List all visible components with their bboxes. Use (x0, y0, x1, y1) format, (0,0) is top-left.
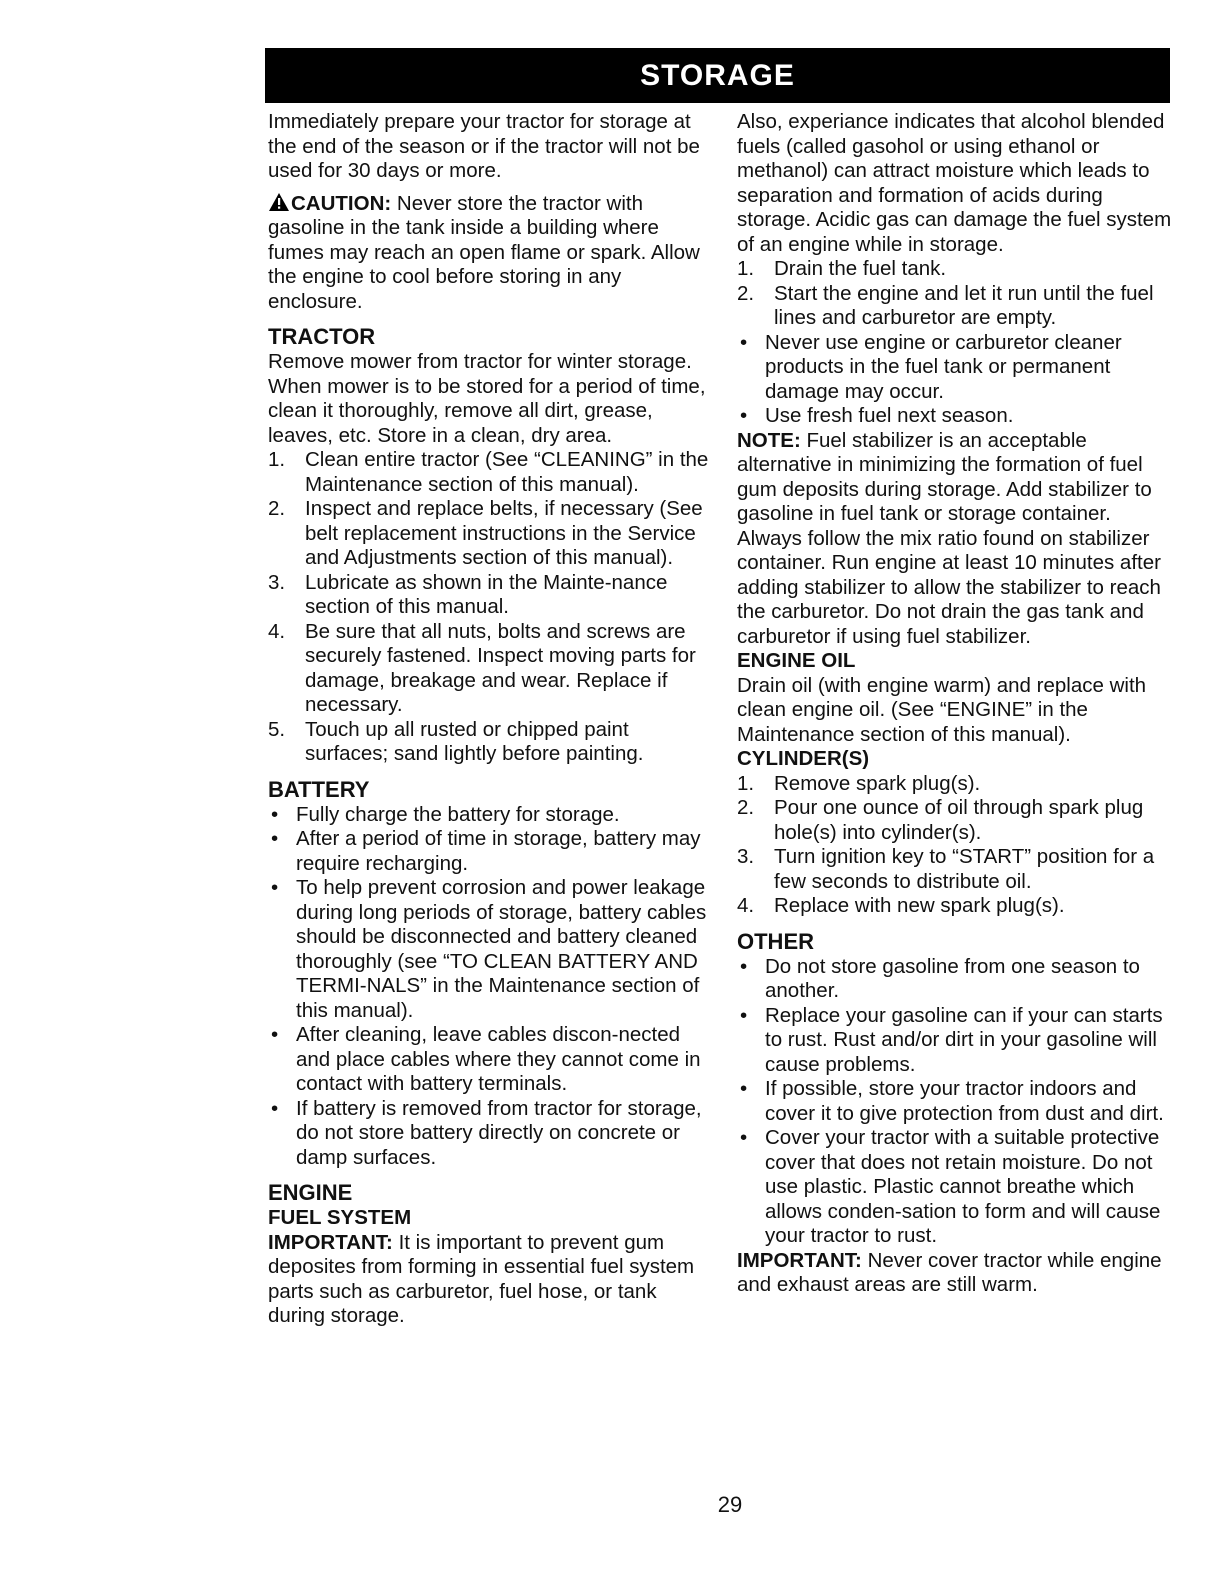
fuel-step-number: 1. (737, 257, 755, 280)
fuel-step (737, 257, 1177, 282)
bullet-icon: • (740, 954, 748, 978)
other-item (737, 1004, 1177, 1078)
other-item (737, 1126, 1177, 1249)
other-item-text: Cover your tractor with a suitable protective cover that does not retain moisture. Do not use plastic. Plastic cannot breathe which allows conden-sation to form and will cause your tractor to rust. (765, 1126, 1161, 1247)
cylinder-steps (737, 772, 1177, 919)
tractor-step-text: Inspect and replace belts, if necessary (See belt replacement instructions in the Service and Adjustments section of this manual). (305, 497, 703, 569)
battery-items (268, 803, 713, 1171)
fuel-bullet-text: Use fresh fuel next season. (765, 404, 1014, 427)
bullet-icon: • (740, 1077, 748, 1100)
cylinder-step-text: Turn ignition key to “START” position for a few seconds to distribute oil. (774, 845, 1155, 893)
bullet-icon: • (271, 802, 279, 826)
tractor-step-number: 4. (268, 619, 286, 643)
caution-text: Never store the tractor with gasoline in the tank inside a building where fumes may reach an open flame or spark. Allow the engine to cool before storing in any enclosure. (268, 191, 700, 313)
fuel-bullet (737, 331, 1177, 405)
bullet-icon: • (740, 330, 748, 354)
fuel-important-label: IMPORTANT: (268, 1230, 393, 1254)
cylinders-heading: CYLINDER(S) (737, 747, 870, 770)
alcohol-paragraph: Also, experiance indicates that alcohol blended fuels (called gasohol or using ethanol or methanol) can attract moisture which leads to separation and formation of acids during storage. Acidic gas can damage the fuel system of an engine while in storage. (737, 110, 1172, 256)
fuel-step (737, 282, 1177, 331)
battery-heading: BATTERY (268, 776, 370, 802)
tractor-heading: TRACTOR (268, 324, 376, 349)
fuel-bullets (737, 331, 1177, 429)
tractor-body: Remove mower from tractor for winter storage. When mower is to be stored for a period of time, clean it thoroughly, remove all dirt, grease, leaves, etc. Store in a clean, dry area. (268, 350, 706, 447)
tractor-step (268, 571, 713, 620)
fuel-bullet-text: Never use engine or carburetor cleaner products in the fuel tank or permanent damage may occur. (765, 330, 1122, 403)
left-column (268, 110, 713, 1329)
battery-item-text: If battery is removed from tractor for storage, do not store battery directly on concrete or damp surfaces. (296, 1096, 702, 1169)
page-number: 29 (717, 1492, 743, 1517)
other-important-label: IMPORTANT: (737, 1248, 862, 1272)
fuel-important (268, 1231, 713, 1329)
battery-item (268, 803, 713, 828)
fuel-step-number: 2. (737, 281, 755, 305)
battery-item (268, 827, 713, 876)
cylinder-step (737, 894, 1177, 919)
other-item-text: Do not store gasoline from one season to another. (765, 954, 1140, 1002)
tractor-step-text: Touch up all rusted or chipped paint surfaces; sand lightly before painting. (305, 717, 644, 765)
cylinder-step (737, 772, 1177, 797)
fuel-steps (737, 257, 1177, 331)
bullet-icon: • (740, 404, 748, 427)
tractor-step (268, 718, 713, 767)
fuel-system-heading: FUEL SYSTEM (268, 1206, 412, 1229)
page-title: STORAGE (640, 59, 795, 92)
other-heading: OTHER (737, 928, 814, 954)
battery-item-text: Fully charge the battery for storage. (296, 802, 620, 826)
other-item (737, 1077, 1177, 1126)
caution-block (268, 192, 713, 315)
tractor-step (268, 620, 713, 718)
warning-triangle-icon (268, 192, 290, 212)
fuel-bullet (737, 404, 1177, 429)
caution-label: CAUTION: (291, 191, 392, 215)
cylinder-step-text: Replace with new spark plug(s). (774, 894, 1065, 917)
intro-paragraph: Immediately prepare your tractor for storage at the end of the season or if the tractor will not be used for 30 days or more. (268, 110, 700, 182)
tractor-step (268, 448, 713, 497)
battery-item-text: After a period of time in storage, battery may require recharging. (296, 827, 701, 875)
cylinder-step-number: 3. (737, 845, 755, 868)
note-paragraph (737, 429, 1177, 650)
right-column (737, 110, 1177, 1298)
battery-item (268, 1023, 713, 1097)
other-item-text: Replace your gasoline can if your can starts to rust. Rust and/or dirt in your gasoline will cause problems. (765, 1003, 1163, 1076)
other-important-text: Never cover tractor while engine and exhaust areas are still warm. (737, 1248, 1162, 1296)
battery-item-text: To help prevent corrosion and power leakage during long periods of storage, battery cables should be disconnected and battery cleaned thoroughly (see “TO CLEAN BATTERY AND TERMI-NALS” in the Maintenance section of this manual). (296, 876, 707, 1022)
bullet-icon: • (271, 827, 279, 850)
bullet-icon: • (271, 876, 279, 899)
engine-heading: ENGINE (268, 1180, 353, 1205)
other-item-text: If possible, store your tractor indoors and cover it to give protection from dust and dirt. (765, 1077, 1164, 1125)
note-text: Fuel stabilizer is an acceptable alternative in minimizing the formation of fuel gum deposits during storage. Add stabilizer to gasoline in fuel tank or storage container. Always follow the mix ratio found on stabilizer container. Run engine at least 10 minutes after adding stabilizer to allow the stabilizer to reach the carburetor. Do not drain the gas tank and carburetor if using fuel stabilizer. (737, 428, 1161, 648)
tractor-step-number: 1. (268, 448, 286, 471)
engine-oil-heading: ENGINE OIL (737, 649, 856, 672)
fuel-step-text: Start the engine and let it run until the fuel lines and carburetor are empty. (774, 281, 1154, 329)
cylinder-step (737, 845, 1177, 894)
fuel-important-text: It is important to prevent gum deposites from forming in essential fuel system parts such as carburetor, fuel hose, or tank during storage. (268, 1230, 695, 1327)
tractor-step-text: Lubricate as shown in the Mainte-nance section of this manual. (305, 570, 668, 618)
tractor-step-text: Clean entire tractor (See “CLEANING” in the Maintenance section of this manual). (305, 448, 709, 496)
battery-item (268, 1097, 713, 1171)
cylinder-step (737, 796, 1177, 845)
other-item (737, 955, 1177, 1004)
tractor-step-number: 2. (268, 497, 286, 520)
cylinder-step-number: 4. (737, 894, 755, 917)
battery-item-text: After cleaning, leave cables discon-nected and place cables where they cannot come in contact with battery terminals. (296, 1023, 701, 1095)
tractor-step-number: 5. (268, 717, 286, 741)
cylinder-step-text: Remove spark plug(s). (774, 771, 981, 795)
tractor-step-number: 3. (268, 570, 286, 594)
other-items (737, 955, 1177, 1249)
section-banner (265, 48, 1170, 103)
bullet-icon: • (271, 1096, 279, 1120)
fuel-step-text: Drain the fuel tank. (774, 257, 947, 280)
bullet-icon: • (740, 1003, 748, 1027)
note-label: NOTE: (737, 428, 801, 452)
cylinder-step-number: 1. (737, 771, 755, 795)
battery-item (268, 876, 713, 1023)
engine-oil-body: Drain oil (with engine warm) and replace with clean engine oil. (See “ENGINE” in the Maintenance section of this manual). (737, 673, 1147, 746)
bullet-icon: • (271, 1023, 279, 1046)
cylinder-step-text: Pour one ounce of oil through spark plug hole(s) into cylinder(s). (774, 796, 1144, 844)
tractor-step (268, 497, 713, 571)
cylinder-step-number: 2. (737, 796, 755, 819)
other-important (737, 1249, 1177, 1298)
tractor-step-text: Be sure that all nuts, bolts and screws are securely fastened. Inspect moving parts for damage, breakage and wear. Replace if necessary. (305, 619, 696, 716)
bullet-icon: • (740, 1126, 748, 1149)
tractor-steps (268, 448, 713, 767)
